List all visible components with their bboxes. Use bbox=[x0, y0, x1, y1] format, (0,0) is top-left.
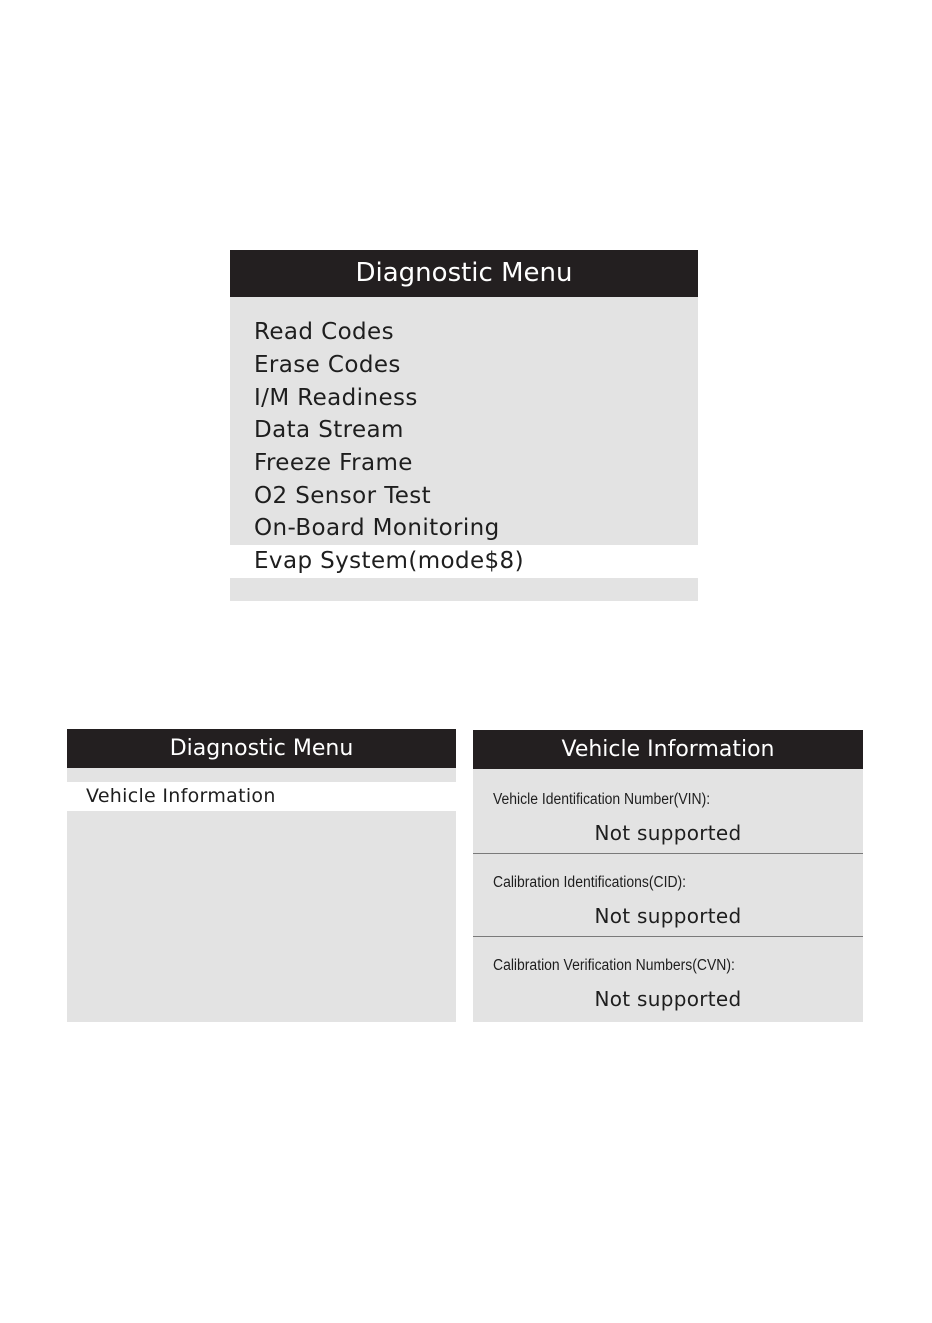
cid-field bbox=[473, 855, 863, 937]
cid-value: Not supported bbox=[594, 904, 742, 928]
menu-item-freeze-frame[interactable]: Freeze Frame bbox=[254, 450, 413, 476]
cvn-label: Calibration Verification Numbers(CVN): bbox=[493, 957, 735, 974]
vehicle-information-screen bbox=[473, 730, 863, 1022]
menu-item-read-codes[interactable]: Read Codes bbox=[254, 319, 394, 345]
cvn-field bbox=[473, 938, 863, 1020]
screen-title: Vehicle Information bbox=[473, 730, 863, 769]
menu-item-on-board-monitoring[interactable]: On-Board Monitoring bbox=[254, 515, 500, 541]
vin-label: Vehicle Identification Number(VIN): bbox=[493, 791, 711, 808]
menu-item-data-stream[interactable]: Data Stream bbox=[254, 417, 404, 443]
screen-title: Diagnostic Menu bbox=[67, 729, 456, 768]
diagnostic-menu-screen bbox=[230, 250, 698, 601]
cvn-value: Not supported bbox=[594, 987, 742, 1011]
menu-item-vehicle-information[interactable]: Vehicle Information bbox=[67, 782, 456, 811]
menu-item-evap-system[interactable]: Evap System(mode$8) bbox=[230, 545, 698, 578]
menu-item-erase-codes[interactable]: Erase Codes bbox=[254, 352, 401, 378]
menu-item-im-readiness[interactable]: I/M Readiness bbox=[254, 385, 418, 411]
cid-label: Calibration Identifications(CID): bbox=[493, 874, 687, 891]
screen-title: Diagnostic Menu bbox=[230, 250, 698, 297]
vin-field bbox=[473, 772, 863, 854]
menu-item-o2-sensor-test[interactable]: O2 Sensor Test bbox=[254, 483, 432, 509]
vehicle-menu-screen bbox=[67, 729, 456, 1022]
vin-value: Not supported bbox=[594, 821, 742, 845]
